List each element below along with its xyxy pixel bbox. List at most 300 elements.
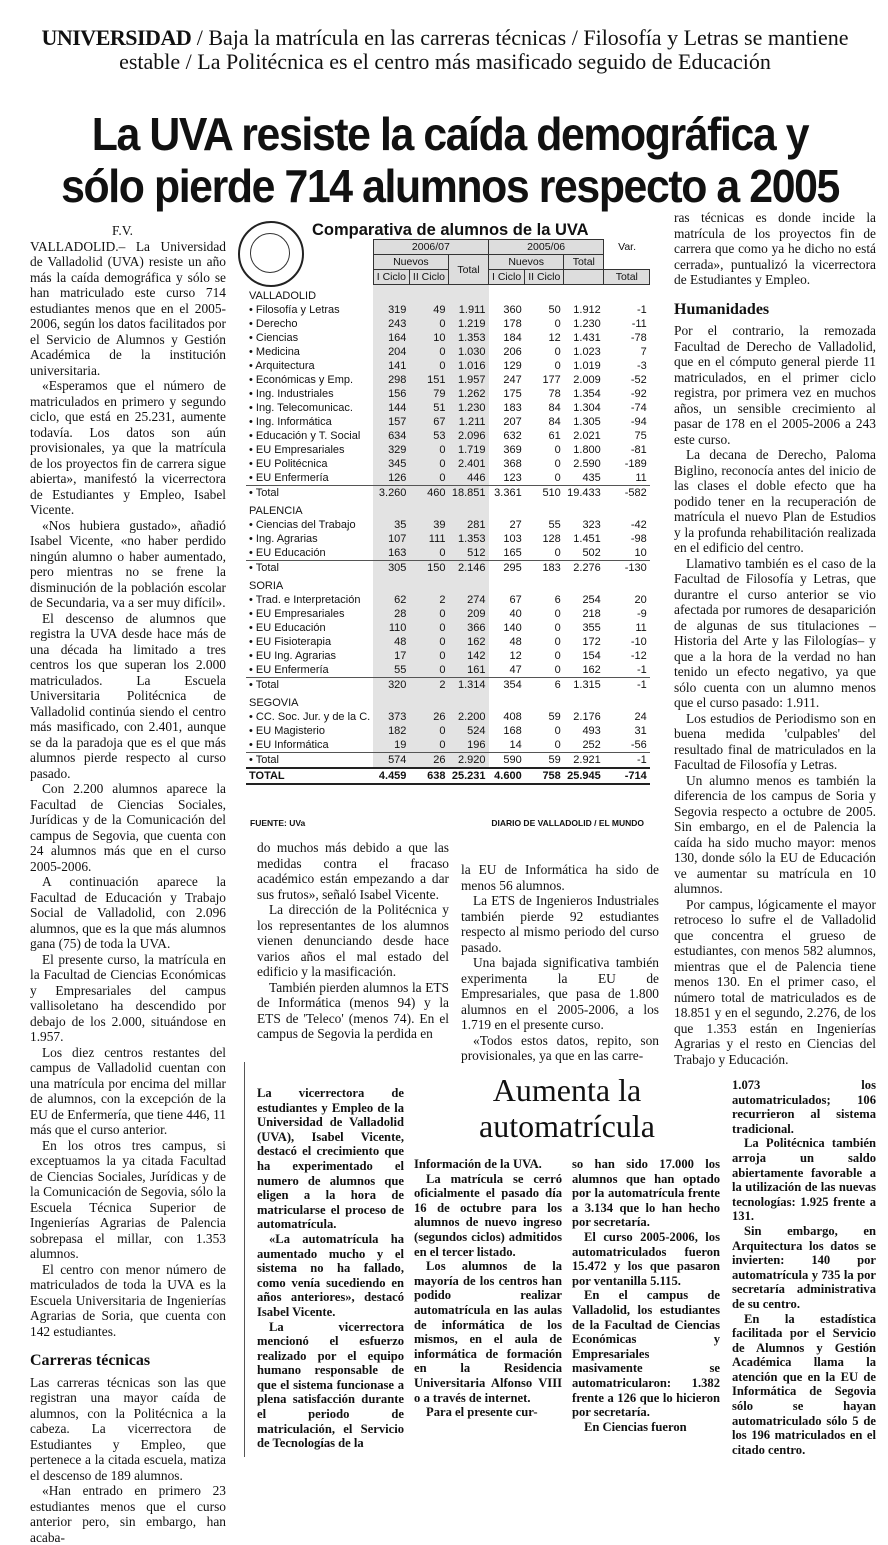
paragraph: VALLADOLID.– La Universidad de Valladolid (UVA) resiste un año más la caída demográfica y sólo se han matriculado este curso 714 estudiantes menos que en el 2005-2006, según los datos facilitados por el Servicio de Alumnos y Gestión Académica de la institución universitaria. <box>30 239 226 379</box>
header-ciclo-2: II Ciclo <box>409 270 448 285</box>
paragraph: El centro con menor número de matriculados de toda la UVA es la Escuela Universitaria de Ingenierías Agrarias de Soria, que cuenta con 142 estudiantes. <box>30 1262 226 1340</box>
table-cell: 1.016 <box>449 359 489 373</box>
paragraph: En la estadística facilitada por el Servicio de Alumnos y Gestión Académica llama la atención que en la EU de Informática de Segovia sólo se hayan automatriculado sólo 5 de los 196 matriculados en el citado centro. <box>732 1312 876 1458</box>
row-label: • Ing. Industriales <box>246 387 373 401</box>
table-cell: 206 <box>489 345 525 359</box>
table-cell: 1.431 <box>564 331 604 345</box>
row-label: • EU Fisioterapia <box>246 635 373 649</box>
paragraph: Por el contrario, la remozada Facultad de Derecho de Valladolid, que en el cómputo general pierde 11 matriculados, en el primer ciclo registra, por primera vez en muchos años, un sensible crecimiento al pasar de 178 en el 2005-2006 a 243 este curso. <box>674 323 876 447</box>
table-cell: 151 <box>409 373 448 387</box>
table-cell: 162 <box>449 635 489 649</box>
row-label: • Filosofía y Letras <box>246 303 373 317</box>
paragraph: Una bajada significativa también experimenta la EU de Empresariales, que pasa de 1.800 alumnos en el 2005-2006, a los 1.719 en el presente curso. <box>461 955 659 1033</box>
table-cell: 79 <box>409 387 448 401</box>
table-cell: 140 <box>489 621 525 635</box>
table-cell: 84 <box>525 415 564 429</box>
table-cell: -81 <box>604 443 650 457</box>
table-cell: 1.219 <box>449 317 489 331</box>
table-cell: -10 <box>604 635 650 649</box>
table-cell: 26 <box>409 710 448 724</box>
table-cell: 1.911 <box>449 303 489 317</box>
table-cell: 40 <box>489 607 525 621</box>
table-cell: 1.304 <box>564 401 604 415</box>
row-label: • EU Educación <box>246 621 373 635</box>
table-cell: 39 <box>409 518 448 532</box>
row-label: • EU Educación <box>246 546 373 561</box>
table-cell: 638 <box>409 768 448 784</box>
table-cell: -3 <box>604 359 650 373</box>
table-cell: 0 <box>409 738 448 753</box>
table-cell: 218 <box>564 607 604 621</box>
table-cell: 408 <box>489 710 525 724</box>
table-cell: 67 <box>409 415 448 429</box>
table-row <box>246 663 650 678</box>
table-cell: 373 <box>373 710 409 724</box>
table-cell: 252 <box>564 738 604 753</box>
row-label: • Total <box>246 752 373 768</box>
row-label: • Ciencias <box>246 331 373 345</box>
table-cell: 55 <box>525 518 564 532</box>
table-cell: 460 <box>409 485 448 500</box>
box-column-c <box>572 1157 720 1434</box>
table-cell: 1.800 <box>564 443 604 457</box>
table-cell: 3.260 <box>373 485 409 500</box>
table-cell: 12 <box>525 331 564 345</box>
table-cell: 354 <box>489 677 525 692</box>
paragraph: Información de la UVA. <box>414 1157 562 1172</box>
table-cell: 243 <box>373 317 409 331</box>
table-cell: 12 <box>489 649 525 663</box>
table-cell: 31 <box>604 724 650 738</box>
paragraph: El curso 2005-2006, los automatriculados fueron 15.472 y los que pasaron por ventanilla 5.115. <box>572 1230 720 1288</box>
table-cell: 1.451 <box>564 532 604 546</box>
box-column-d <box>732 1078 876 1457</box>
row-label: • Total <box>246 677 373 692</box>
row-label: • Total <box>246 485 373 500</box>
table-cell: 19.433 <box>564 485 604 500</box>
table-cell: 59 <box>525 710 564 724</box>
table-cell: 78 <box>525 387 564 401</box>
row-label: SEGOVIA <box>246 692 373 710</box>
column-4-body <box>674 210 876 288</box>
paragraph: La ETS de Ingenieros Industriales también pierde 92 estudiantes respecto al mismo periodo del curso pasado. <box>461 893 659 955</box>
table-cell: 103 <box>489 532 525 546</box>
table-cell: 247 <box>489 373 525 387</box>
table-cell: 6 <box>525 677 564 692</box>
table-row <box>246 387 650 401</box>
table-cell: 154 <box>564 649 604 663</box>
table-cell: 1.354 <box>564 387 604 401</box>
table-cell: 323 <box>564 518 604 532</box>
table-cell: 0 <box>525 443 564 457</box>
paragraph: En Ciencias fueron <box>572 1420 720 1435</box>
paragraph: la EU de Informática ha sido de menos 56 alumnos. <box>461 862 659 893</box>
table-row <box>246 457 650 471</box>
table-cell: -98 <box>604 532 650 546</box>
table-cell: 2.921 <box>564 752 604 768</box>
table-cell: 1.353 <box>449 532 489 546</box>
table-row <box>246 303 650 317</box>
table-cell: 1.315 <box>564 677 604 692</box>
table-cell: 329 <box>373 443 409 457</box>
paragraph: Sin embargo, en Arquitectura los datos se invierten: 140 por automatrícula y 735 la por secretaría administrativa de su centro. <box>732 1224 876 1312</box>
table-cell: 177 <box>525 373 564 387</box>
table-cell: 2.096 <box>449 429 489 443</box>
column-1-body <box>30 239 226 1340</box>
row-label: • CC. Soc. Jur. y de la C. <box>246 710 373 724</box>
table-cell: 758 <box>525 768 564 784</box>
table-row <box>246 331 650 345</box>
table-cell: 3.361 <box>489 485 525 500</box>
table-cell: 510 <box>525 485 564 500</box>
paragraph: También pierden alumnos la ETS de Informática (menos 94) y la ETS de 'Teleco' (menos 74). En el campus de Segovia la perdida en <box>257 980 449 1042</box>
table-row <box>246 317 650 331</box>
table-cell: 175 <box>489 387 525 401</box>
table-cell: -52 <box>604 373 650 387</box>
table-cell: 0 <box>525 738 564 753</box>
table-cell: 0 <box>409 443 448 457</box>
table-cell: 355 <box>564 621 604 635</box>
paragraph: El presente curso, la matrícula en la Facultad de Ciencias Económicas y Empresariales del campus vallisoletano ha descendido por debajo de los 2.000, situándose en 1.957. <box>30 952 226 1045</box>
table-cell: 55 <box>373 663 409 678</box>
column-2 <box>257 840 449 1042</box>
table-cell: 1.211 <box>449 415 489 429</box>
table-cell: 366 <box>449 621 489 635</box>
table-cell: -12 <box>604 649 650 663</box>
table-row <box>246 443 650 457</box>
table-cell: 75 <box>604 429 650 443</box>
table-cell: -94 <box>604 415 650 429</box>
row-label: VALLADOLID <box>246 285 373 303</box>
table-cell: 111 <box>409 532 448 546</box>
table-row <box>246 593 650 607</box>
paragraph: «La automatrícula ha aumentado mucho y el sistema no ha fallado, como venía sucediendo en años anteriores», destacó Isabel Vicente. <box>257 1232 404 1320</box>
table-cell: 2 <box>409 677 448 692</box>
paragraph: 1.073 los automatriculados; 106 recurrieron al sistema tradicional. <box>732 1078 876 1136</box>
table-cell: 26 <box>409 752 448 768</box>
table-cell: 295 <box>489 560 525 575</box>
header-total: Total <box>604 270 650 285</box>
table-cell: 1.353 <box>449 331 489 345</box>
table-cell: 126 <box>373 471 409 486</box>
table-region-row <box>246 575 650 593</box>
table-cell: -1 <box>604 663 650 678</box>
paragraph: La dirección de la Politécnica y los representantes de los alumnos vienen denunciando desde hace varios años el mal estado del edificio y la masificación. <box>257 902 449 980</box>
table-cell: 0 <box>525 546 564 561</box>
row-label: • EU Empresariales <box>246 443 373 457</box>
table-cell: 0 <box>525 663 564 678</box>
table-cell: 19 <box>373 738 409 753</box>
table-cell: 182 <box>373 724 409 738</box>
table-row <box>246 373 650 387</box>
row-label: • EU Ing. Agrarias <box>246 649 373 663</box>
table-cell: 123 <box>489 471 525 486</box>
table-cell: 157 <box>373 415 409 429</box>
table-cell: 6 <box>525 593 564 607</box>
headline: La UVA resiste la caída demográfica y sólo pierde 714 alumnos respecto a 2005 <box>59 108 840 212</box>
table-cell: 0 <box>525 607 564 621</box>
table-cell: 20 <box>604 593 650 607</box>
table-cell: 207 <box>489 415 525 429</box>
table-cell: 7 <box>604 345 650 359</box>
table-cell: 298 <box>373 373 409 387</box>
row-label: • EU Politécnica <box>246 457 373 471</box>
row-label: • EU Informática <box>246 738 373 753</box>
paragraph: En los otros tres campus, si exceptuamos la ya citada Facultad de Ciencias Sociales, Jurídicas y de la Comunicación de Segovia, sólo la Escuela Técnica Superior de Ingenierías Agrarias de Palencia sobrepasa el millar, con 1.353 alumnos. <box>30 1138 226 1262</box>
table-cell: -1 <box>604 677 650 692</box>
row-label: • Total <box>246 560 373 575</box>
table-cell: 11 <box>604 471 650 486</box>
table-row <box>246 518 650 532</box>
table-cell: 35 <box>373 518 409 532</box>
table-row <box>246 345 650 359</box>
row-label: • EU Enfermería <box>246 663 373 678</box>
row-label: • EU Enfermería <box>246 471 373 486</box>
table-cell: 25.945 <box>564 768 604 784</box>
table-cell: 632 <box>489 429 525 443</box>
paragraph: «Todos estos datos, repito, son provisionales, ya que en las carre- <box>461 1033 659 1064</box>
table-row <box>246 752 650 768</box>
table-cell: -189 <box>604 457 650 471</box>
table-cell: 172 <box>564 635 604 649</box>
table-cell: 161 <box>449 663 489 678</box>
table-cell: 110 <box>373 621 409 635</box>
table-cell: 183 <box>489 401 525 415</box>
table-cell: 61 <box>525 429 564 443</box>
comparison-table-box <box>232 215 662 832</box>
paragraph: La decana de Derecho, Paloma Biglino, reconocía antes del inicio de las clases el doble efecto que ha podido tener en la recuperación de matrícula el nuevo Plan de Estudios y la profunda rehabilitación realizada en el edificio del centro. <box>674 447 876 556</box>
comparison-table <box>246 239 650 785</box>
row-label: • EU Empresariales <box>246 607 373 621</box>
row-label: • Arquitectura <box>246 359 373 373</box>
box-column-b <box>414 1157 562 1420</box>
table-cell: 0 <box>409 457 448 471</box>
paragraph: Los diez centros restantes del campus de Valladolid cuentan con una matrícula por encima del millar de alumnos, con la excepción de la EU de Enfermería, que tiene 446, 11 más que el curso anterior. <box>30 1045 226 1138</box>
table-cell: 17 <box>373 649 409 663</box>
subhead-carreras: Carreras técnicas <box>30 1353 226 1369</box>
table-cell: 2.146 <box>449 560 489 575</box>
box-column-a <box>257 1086 404 1451</box>
table-cell: 204 <box>373 345 409 359</box>
table-cell: 320 <box>373 677 409 692</box>
table-cell: -74 <box>604 401 650 415</box>
table-cell: 1.230 <box>564 317 604 331</box>
table-cell: 128 <box>525 532 564 546</box>
table-cell: 4.459 <box>373 768 409 784</box>
table-cell: 0 <box>525 724 564 738</box>
table-title: Comparativa de alumnos de la UVA <box>312 221 589 240</box>
header-total: Total <box>564 255 604 270</box>
table-cell: 274 <box>449 593 489 607</box>
table-cell: 2 <box>409 593 448 607</box>
table-row <box>246 710 650 724</box>
header-total: Total <box>449 255 489 285</box>
table-cell: 1.957 <box>449 373 489 387</box>
table-cell: 10 <box>409 331 448 345</box>
column-1-body-2 <box>30 1375 226 1545</box>
header-year-2005: 2005/06 <box>489 240 604 255</box>
row-label: • Ing. Telecomunicac. <box>246 401 373 415</box>
table-cell: 1.305 <box>564 415 604 429</box>
table-cell: 360 <box>489 303 525 317</box>
table-cell: 165 <box>489 546 525 561</box>
table-cell: 1.030 <box>449 345 489 359</box>
table-cell: 0 <box>409 471 448 486</box>
row-label: • Educación y T. Social <box>246 429 373 443</box>
table-cell: 319 <box>373 303 409 317</box>
header-nuevos: Nuevos <box>373 255 448 270</box>
table-cell: 2.021 <box>564 429 604 443</box>
paragraph: ras técnicas es donde incide la matrícula de los proyectos fin de carrera que como ya he dicho no está cerrada», puntualizó la vicerrectora de Estudiantes y Empleo. <box>674 210 876 288</box>
table-cell: 163 <box>373 546 409 561</box>
box-divider <box>244 1062 245 1457</box>
header-ciclo-1: I Ciclo <box>489 270 525 285</box>
table-row <box>246 415 650 429</box>
table-cell: 1.719 <box>449 443 489 457</box>
paragraph: Un alumno menos es también la diferencia de los campus de Soria y Segovia respecto a octubre de 2005. Sin embargo, en el de Palencia la caída ha sido mucho mayor: menos 130, donde sólo la EU de Educación ve aumentar su matrícula en 10 alumnos. <box>674 773 876 897</box>
table-row <box>246 649 650 663</box>
table-row <box>246 677 650 692</box>
subhead-humanidades: Humanidades <box>674 302 876 318</box>
table-cell: 524 <box>449 724 489 738</box>
table-cell: 144 <box>373 401 409 415</box>
paragraph: «Esperamos que el número de matriculados en primero y segundo ciclo, que está en 25.231, aumente todavía. Los datos son aún provisionales, ya que la matrícula de los proyectos fin de carrera sigue abierta», manifestó la vicerrectora de Estudiantes y Empleo, Isabel Vicente. <box>30 378 226 518</box>
table-row <box>246 546 650 561</box>
table-cell: -56 <box>604 738 650 753</box>
table-cell: 1.230 <box>449 401 489 415</box>
table-cell: -1 <box>604 303 650 317</box>
table-cell: 345 <box>373 457 409 471</box>
table-cell: 254 <box>564 593 604 607</box>
paragraph: Llamativo también es el caso de la Facultad de Filosofía y Letras, que durantre el curso anterior se vio afectada por rumores de desaparición de algunas de sus titulaciones –Historia del Arte y las Filologías– y que a la hora de la verdad no han tenido un efecto negativo, ya que sólo cuenta con un alumno menos que el curso pasado: 1.911. <box>674 556 876 711</box>
table-row <box>246 607 650 621</box>
paragraph: El descenso de alumnos que registra la UVA desde hace más de una década ha limitado a tres centros los que superan los 2.000 matriculados. La Escuela Universitaria Politécnica de Valladolid continúa siendo el centro más masificado, con 2.401, aunque se da la paradoja que es el que más alumnos pierde respecto al curso pasado. <box>30 611 226 782</box>
table-cell: 196 <box>449 738 489 753</box>
table-cell: 0 <box>525 635 564 649</box>
kicker-section: UNIVERSIDAD <box>41 25 191 50</box>
table-cell: 178 <box>489 317 525 331</box>
table-row <box>246 635 650 649</box>
row-label: • Ing. Informática <box>246 415 373 429</box>
table-cell: 0 <box>525 359 564 373</box>
table-cell: 369 <box>489 443 525 457</box>
paragraph: «Han entrado en primero 23 estudiantes menos que el curso anterior pero, sin embargo, han acaba- <box>30 1483 226 1545</box>
table-cell: 1.314 <box>449 677 489 692</box>
table-cell: 183 <box>525 560 564 575</box>
table-row <box>246 738 650 753</box>
table-cell: -130 <box>604 560 650 575</box>
paragraph: La matrícula se cerró oficialmente el pasado día 16 de octubre para los alumnos de nuevo ingreso (segundos ciclos) admitidos en el tercer listado. <box>414 1172 562 1260</box>
table-cell: 0 <box>409 345 448 359</box>
table-cell: 50 <box>525 303 564 317</box>
paragraph: La vicerrectora de estudiantes y Empleo de la Universidad de Valladolid (UVA), Isabel Vicente, destacó el crecimiento que ha experimentado el numero de alumnos que eligen a la hora de matricularse el proceso de automatrícula. <box>257 1086 404 1232</box>
table-row <box>246 429 650 443</box>
table-cell: 2.920 <box>449 752 489 768</box>
table-cell: 107 <box>373 532 409 546</box>
table-region-row <box>246 692 650 710</box>
table-cell: 0 <box>525 649 564 663</box>
paragraph: so han sido 17.000 los alumnos que han optado por la automatrícula frente a 3.134 que lo han hecho por secretaría. <box>572 1157 720 1230</box>
table-row <box>246 560 650 575</box>
table-cell: 162 <box>564 663 604 678</box>
row-label: • Ciencias del Trabajo <box>246 518 373 532</box>
paragraph: La Politécnica también arroja un saldo abiertamente favorable a la utilización de las nuevas tecnologías: 1.925 frente a 131. <box>732 1136 876 1224</box>
paragraph: Los estudios de Periodismo son en buena medida 'culpables' del resultado final de matriculados en la Facultad de Filosofía y Letras. <box>674 711 876 773</box>
table-cell: 0 <box>409 724 448 738</box>
table-cell: 129 <box>489 359 525 373</box>
header-year-2006: 2006/07 <box>373 240 488 255</box>
table-cell: 141 <box>373 359 409 373</box>
table-cell: 634 <box>373 429 409 443</box>
table-credit: DIARIO DE VALLADOLID / EL MUNDO <box>491 818 644 828</box>
table-cell: 1.023 <box>564 345 604 359</box>
table-cell: 0 <box>525 471 564 486</box>
byline: F.V. <box>30 223 226 239</box>
table-cell: 2.176 <box>564 710 604 724</box>
column-4-body-2 <box>674 323 876 1067</box>
row-label: • Medicina <box>246 345 373 359</box>
table-row <box>246 401 650 415</box>
table-cell: 0 <box>525 345 564 359</box>
table-cell: 0 <box>525 621 564 635</box>
row-label: TOTAL <box>246 768 373 784</box>
table-cell: 48 <box>489 635 525 649</box>
table-cell: -714 <box>604 768 650 784</box>
table-cell: 0 <box>525 457 564 471</box>
table-cell: 2.401 <box>449 457 489 471</box>
table-row <box>246 621 650 635</box>
kicker-text: / Baja la matrícula en las carreras técnicas / Filosofía y Letras se mantiene estable / La Politécnica es el centro más masificado seguido de Educación <box>119 25 848 74</box>
column-4 <box>674 210 876 1067</box>
table-cell: 51 <box>409 401 448 415</box>
header-var: Var. <box>604 240 650 255</box>
table-cell: 53 <box>409 429 448 443</box>
paragraph: En el campus de Valladolid, los estudiantes de la Facultad de Ciencias Económicas y Empresariales masivamente se automatricularon: 1.382 frente a 126 que lo hicieron por secretaría. <box>572 1288 720 1419</box>
table-cell: 2.276 <box>564 560 604 575</box>
table-cell: 62 <box>373 593 409 607</box>
table-cell: 0 <box>409 607 448 621</box>
table-cell: -92 <box>604 387 650 401</box>
table-cell: 47 <box>489 663 525 678</box>
table-cell: 2.200 <box>449 710 489 724</box>
table-row <box>246 532 650 546</box>
header-nuevos: Nuevos <box>489 255 564 270</box>
table-cell: 1.912 <box>564 303 604 317</box>
table-cell: 0 <box>409 621 448 635</box>
table-cell: 0 <box>409 359 448 373</box>
table-cell: 435 <box>564 471 604 486</box>
column-1 <box>30 223 226 1545</box>
table-region-row <box>246 285 650 303</box>
table-cell: 0 <box>525 317 564 331</box>
table-cell: 305 <box>373 560 409 575</box>
table-cell: -1 <box>604 752 650 768</box>
table-row <box>246 471 650 486</box>
table-cell: 156 <box>373 387 409 401</box>
row-label: SORIA <box>246 575 373 593</box>
table-cell: 2.009 <box>564 373 604 387</box>
table-cell: 18.851 <box>449 485 489 500</box>
table-cell: 28 <box>373 607 409 621</box>
table-cell: 25.231 <box>449 768 489 784</box>
row-label: • Ing. Agrarias <box>246 532 373 546</box>
table-cell: 281 <box>449 518 489 532</box>
table-cell: 574 <box>373 752 409 768</box>
table-cell: 0 <box>409 546 448 561</box>
table-cell: 168 <box>489 724 525 738</box>
table-cell: 84 <box>525 401 564 415</box>
table-cell: 27 <box>489 518 525 532</box>
